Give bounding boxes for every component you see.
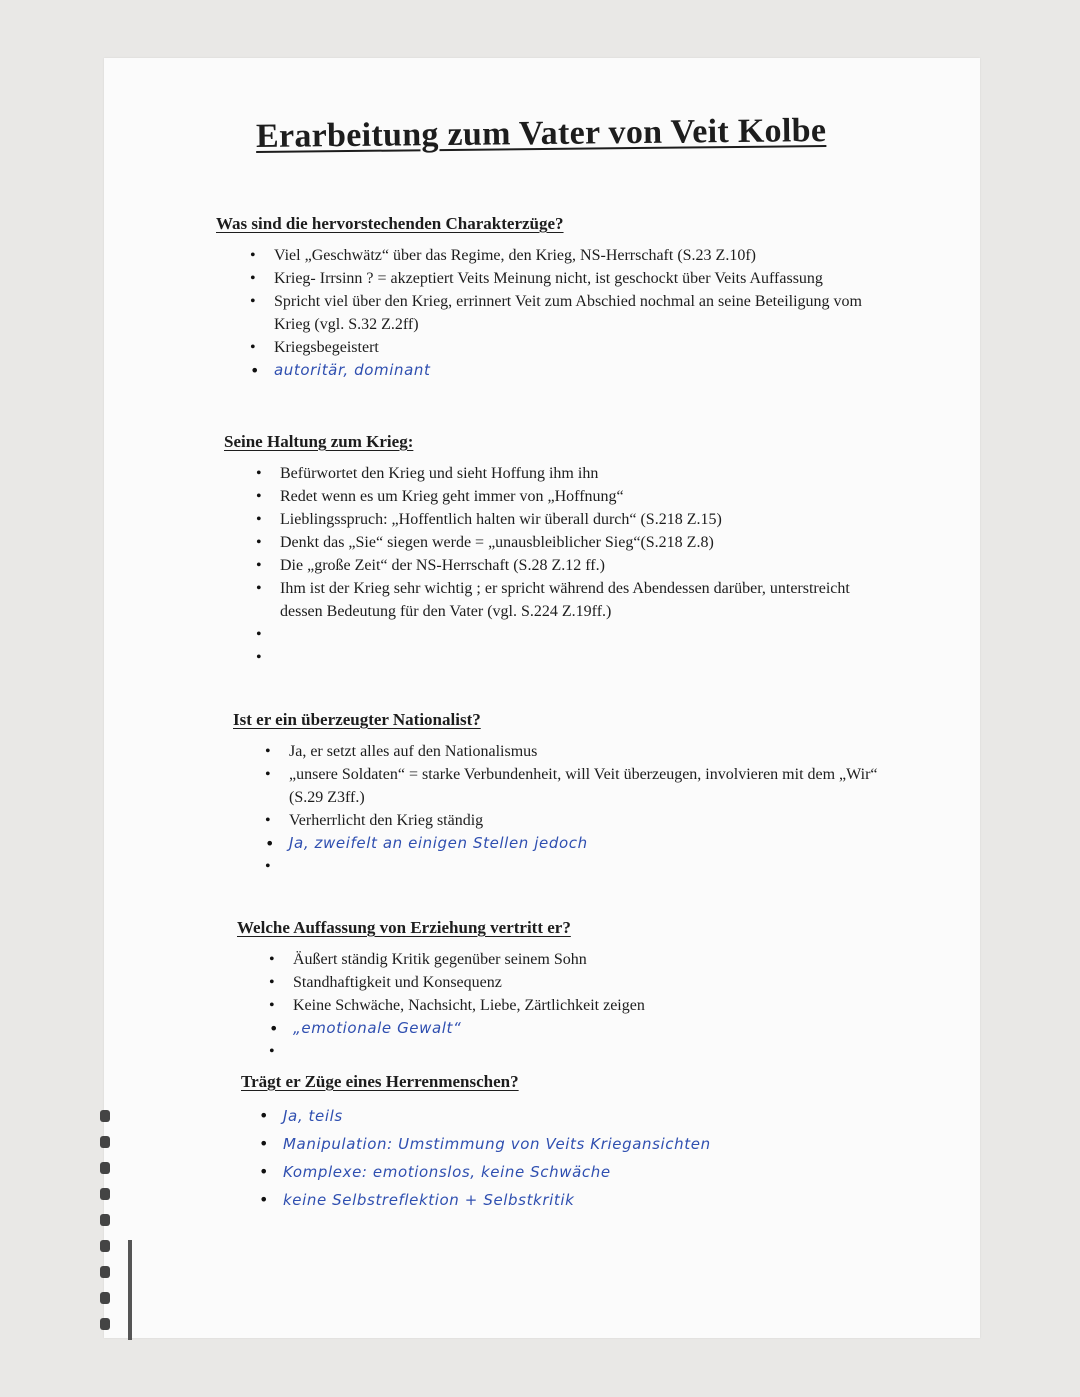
bullet-list — [253, 740, 893, 878]
section-haltung-krieg — [224, 432, 874, 669]
section-erziehung — [237, 918, 877, 1063]
list-item: • Äußert ständig Kritik gegenüber seinem Sohn — [257, 948, 877, 971]
empty-bullet — [244, 646, 874, 669]
list-item: • Spricht viel über den Krieg, errinnert Veit zum Abschied nochmal an seine Beteiligung vom Krieg (vgl. S.32 Z.2ff) — [238, 290, 876, 336]
section-heading: Was sind die hervorstechenden Charakterzüge? — [216, 214, 564, 233]
empty-bullet — [244, 623, 874, 646]
empty-bullet — [257, 1040, 877, 1063]
handwritten-note: • „emotionale Gewalt“ — [257, 1017, 877, 1040]
list-item: • Viel „Geschwätz“ über das Regime, den Krieg, NS-Herrschaft (S.23 Z.10f) — [238, 244, 876, 267]
list-item: • Ihm ist der Krieg sehr wichtig ; er spricht während des Abendessen darüber, unterstreicht dessen Bedeutung für den Vater (vgl. S.224 Z.19ff.) — [244, 577, 874, 623]
list-item: • Krieg- Irrsinn ? = akzeptiert Veits Meinung nicht, ist geschockt über Veits Auffassung — [238, 267, 876, 290]
section-herrenmensch — [241, 1072, 881, 1214]
handwritten-note: • Manipulation: Umstimmung von Veits Kriegansichten — [247, 1130, 881, 1158]
handwritten-note: • Ja, teils — [247, 1102, 881, 1130]
section-charakterzuege — [216, 214, 876, 382]
section-heading: Welche Auffassung von Erziehung vertritt er? — [237, 918, 571, 937]
list-item: • Standhaftigkeit und Konsequenz — [257, 971, 877, 994]
list-item: • „unsere Soldaten“ = starke Verbundenheit, will Veit überzeugen, involvieren mit dem „Wir“ (S.29 Z3ff.) — [253, 763, 893, 809]
handwritten-note: • Komplexe: emotionslos, keine Schwäche — [247, 1158, 881, 1186]
list-item: • Verherrlicht den Krieg ständig — [253, 809, 893, 832]
empty-bullet — [253, 855, 893, 878]
page-title: Erarbeitung zum Vater von Veit Kolbe — [255, 112, 827, 155]
list-item: • Befürwortet den Krieg und sieht Hoffung ihm ihn — [244, 462, 874, 485]
ring-binding — [0, 380, 112, 1340]
handwritten-note: • keine Selbstreflektion + Selbstkritik — [247, 1186, 881, 1214]
handwritten-note: • Ja, zweifelt an einigen Stellen jedoch — [253, 832, 893, 855]
section-nationalist — [233, 710, 893, 878]
list-item: • Denkt das „Sie“ siegen werde = „unausbleiblicher Sieg“(S.218 Z.8) — [244, 531, 874, 554]
list-item: • Kriegsbegeistert — [238, 336, 876, 359]
list-item: • Keine Schwäche, Nachsicht, Liebe, Zärtlichkeit zeigen — [257, 994, 877, 1017]
list-item: • Die „große Zeit“ der NS-Herrschaft (S.28 Z.12 ff.) — [244, 554, 874, 577]
list-item: • Redet wenn es um Krieg geht immer von „Hoffnung“ — [244, 485, 874, 508]
bullet-list — [247, 1102, 881, 1214]
bullet-list — [238, 244, 876, 382]
list-item: • Lieblingsspruch: „Hoffentlich halten wir überall durch“ (S.218 Z.15) — [244, 508, 874, 531]
section-heading: Ist er ein überzeugter Nationalist? — [233, 710, 481, 729]
handwritten-note: • autoritär, dominant — [238, 359, 876, 382]
section-heading: Seine Haltung zum Krieg: — [224, 432, 414, 451]
section-heading: Trägt er Züge eines Herrenmenschen? — [241, 1072, 519, 1091]
bullet-list — [257, 948, 877, 1063]
list-item: • Ja, er setzt alles auf den Nationalismus — [253, 740, 893, 763]
bullet-list — [244, 462, 874, 669]
